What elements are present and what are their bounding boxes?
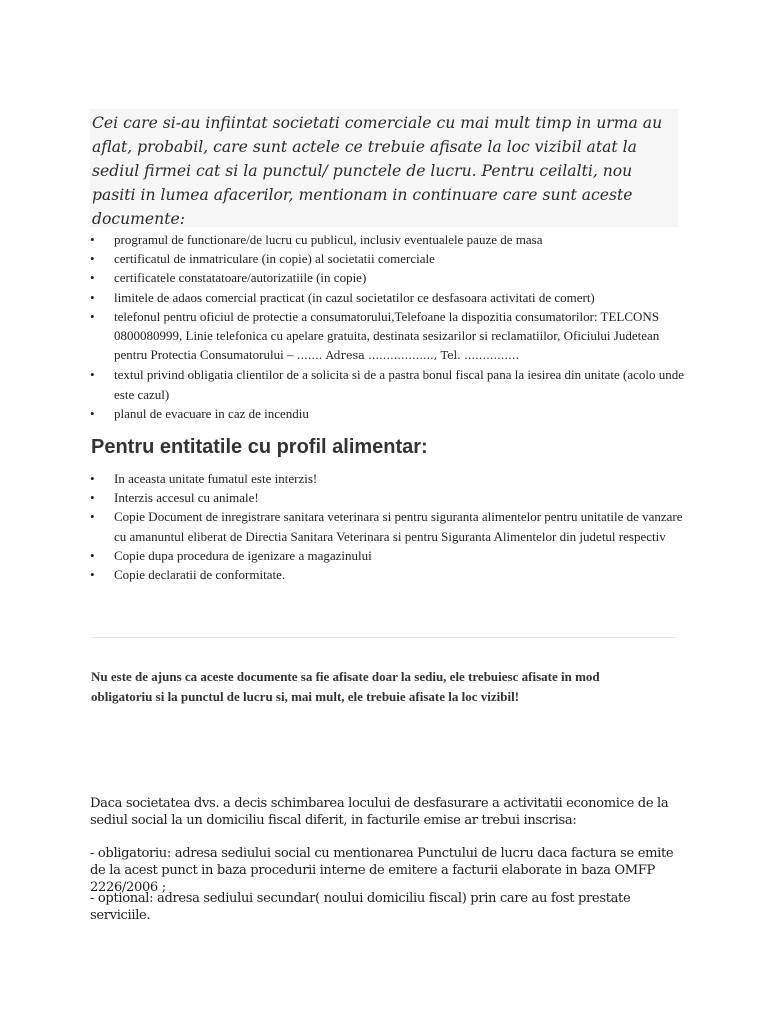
list-item: • planul de evacuare in caz de incendiu (90, 404, 690, 423)
list-item (90, 307, 690, 366)
food-list (90, 469, 690, 584)
list-item: • certificatul de inmatriculare (in copie) al societatii comerciale (90, 249, 690, 268)
divider (91, 637, 676, 638)
paragraph-address-change: Daca societatea dvs. a decis schimbarea locului de desfasurare a activitatii economice de la sediul social la un domiciliu fiscal diferit, in facturile emise ar trebui inscrisa: (90, 796, 669, 828)
paragraph-optional: - optional: adresa sediului secundar( noului domiciliu fiscal) prin care au fost prestate serviciile. (90, 891, 631, 923)
list-item: • In aceasta unitate fumatul este interzis! (90, 469, 690, 488)
list-item: • programul de functionare/de lucru cu publicul, inclusiv eventualele pauze de masa (90, 230, 690, 249)
paragraph-mandatory: - obligatoriu: adresa sediului social cu mentionarea Punctului de lucru daca factura se emite de la acest punct in baza procedurii interne de emitere a facturii elaborate in baza OMFP 2226/2006 ; (90, 846, 674, 895)
list-item: • Interzis accesul cu animale! (90, 488, 690, 507)
list-item: • Copie Document de inregistrare sanitara veterinara si pentru siguranta alimentelor pentru unitatile de vanzare cu amanuntul eliberat de Directia Sanitara Veterinara si pentru Siguranta Alimentelor din judetul respectiv (90, 507, 690, 545)
list-item: • textul privind obligatia clientilor de a solicita si de a pastra bonul fiscal pana la iesirea din unitate (acolo unde este cazul) (90, 365, 690, 403)
intro-box (90, 109, 678, 227)
list-item: • Copie dupa procedura de igenizare a magazinului (90, 546, 690, 565)
intro-text: Cei care si-au infiintat societati comerciale cu mai mult timp in urma au aflat, probabil, care sunt actele ce trebuie afisate la loc vizibil atat la sediul firmei cat si la punctul/ punctele de lucru. Pentru ceilalti, nou pasiti in lumea afacerilor, mentionam in continuare care sunt aceste documente: (92, 114, 663, 228)
address-placeholder: ……. Adresa …….……….., Tel. …………… (296, 349, 520, 363)
list-item: • Copie declaratii de conformitate. (90, 565, 690, 584)
list-item: • limitele de adaos comercial practicat (in cazul societatilor ce desfasoara activitati de comert) (90, 288, 690, 307)
notice-text: Nu este de ajuns ca aceste documente sa fie afisate doar la sediu, ele trebuiesc afisate in mod obligatoriu si la punctul de lucru si, mai mult, ele trebuie afisate la loc vizibil! (91, 669, 600, 704)
food-section-heading: Pentru entitatile cu profil alimentar: (91, 436, 428, 458)
list-item: • certificatele constatatoare/autorizatiile (in copie) (90, 268, 690, 287)
documents-list (90, 230, 690, 423)
list-item-text: telefonul pentru oficiul de protectie a consumatorului,Telefoane la dispozitia consumatorilor: TELCONS 0800080999, Linie telefonica cu apelare gratuita, destinata sesizarilor si reclamatiilor, Oficiului Judetean pentru Protectia Consumatorului – (114, 308, 660, 363)
